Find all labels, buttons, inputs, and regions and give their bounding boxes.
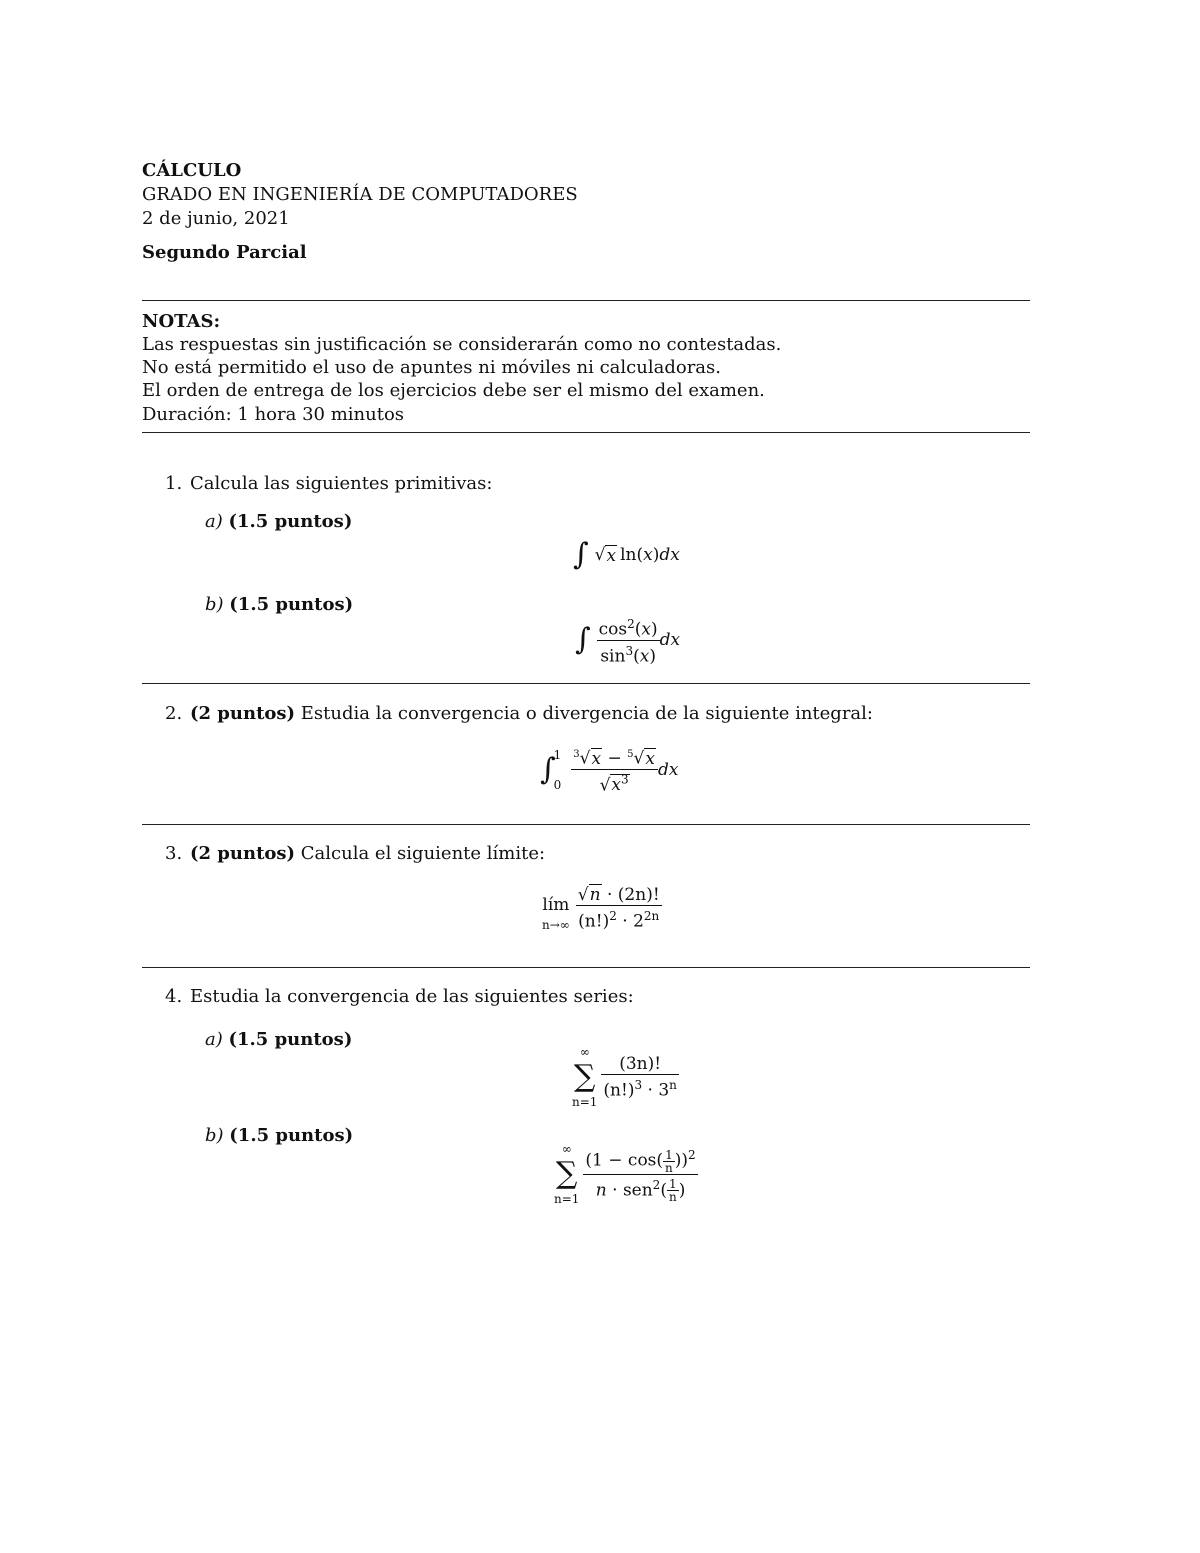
sum-lower: n=1 xyxy=(554,1192,580,1206)
exponent: 2 xyxy=(627,616,635,631)
paren: ( xyxy=(634,619,642,640)
question-text: Estudia la convergencia o divergencia de la siguiente integral: xyxy=(300,703,873,724)
paren: ( xyxy=(633,646,640,667)
denominator: n xyxy=(665,1160,673,1175)
sum-upper: ∞ xyxy=(561,1142,572,1156)
numerator: 1 xyxy=(667,1178,679,1191)
exponent: 2 xyxy=(652,1177,661,1192)
root-index: 5 xyxy=(627,748,634,760)
base: 3 xyxy=(658,1080,670,1101)
lim-subscript: n→∞ xyxy=(542,918,570,932)
variable: x xyxy=(639,646,650,667)
sen-function: sen xyxy=(622,1180,653,1201)
paren: ) xyxy=(652,545,660,565)
subquestion-label xyxy=(205,1029,352,1051)
series-4b xyxy=(554,1142,698,1206)
subquestion-label xyxy=(205,511,352,533)
exponent: n xyxy=(669,1077,677,1092)
root-index: 3 xyxy=(573,748,580,760)
exponent: 2n xyxy=(643,908,660,923)
points-label: (2 puntos) xyxy=(190,703,296,724)
limit-expression xyxy=(542,880,662,936)
fraction xyxy=(571,745,658,795)
lower-limit: 0 xyxy=(553,778,562,792)
exponent: 2 xyxy=(688,1147,696,1162)
minus: − xyxy=(607,748,622,769)
sqrt-sign: √ xyxy=(577,884,589,905)
sqrt-sign: √ xyxy=(594,545,606,565)
paren: ( xyxy=(660,1180,667,1201)
sqrt-sign: √ xyxy=(579,748,591,769)
series-4a xyxy=(572,1046,679,1108)
question-text: Calcula las siguientes primitivas: xyxy=(190,473,493,494)
question-number: 4. xyxy=(165,986,183,1007)
sqrt-sign: √ xyxy=(633,748,645,769)
exponent: 3 xyxy=(625,643,634,658)
divider xyxy=(142,683,1030,684)
dot: · xyxy=(622,911,628,932)
sum-lower: n=1 xyxy=(572,1095,598,1109)
integral-sign: ∫ xyxy=(540,752,556,787)
fraction xyxy=(576,885,662,932)
note-line: Duración: 1 hora 30 minutos xyxy=(142,404,405,425)
points-label: (1.5 puntos) xyxy=(228,511,353,532)
subquestion-letter: b) xyxy=(205,594,224,615)
paren: )) xyxy=(674,1150,689,1171)
integral-2 xyxy=(540,742,678,798)
dot: · xyxy=(606,884,613,905)
fraction xyxy=(601,1054,678,1101)
denominator: n xyxy=(668,1190,677,1205)
sum-sign: ∑ xyxy=(574,1059,596,1094)
cos-function: cos xyxy=(598,619,628,640)
question-text: Estudia la convergencia de las siguientes series: xyxy=(190,986,634,1007)
points-label: (1.5 puntos) xyxy=(229,594,354,615)
sum-upper: ∞ xyxy=(579,1045,590,1059)
dot: · xyxy=(647,1080,653,1101)
exponent: 3 xyxy=(634,1077,643,1092)
note-line: El orden de entrega de los ejercicios debe ser el mismo del examen. xyxy=(142,380,765,401)
subquestion-letter: b) xyxy=(205,1125,224,1146)
question-number: 2. xyxy=(165,703,183,724)
question-number: 1. xyxy=(165,473,183,494)
differential: dx xyxy=(659,630,681,650)
factorial: (n!) xyxy=(603,1080,635,1101)
divider xyxy=(142,967,1030,968)
exponent: 2 xyxy=(609,908,617,923)
sum-sign: ∑ xyxy=(556,1156,578,1191)
points-label: (1.5 puntos) xyxy=(228,1029,353,1050)
integral-sign: ∫ xyxy=(575,622,591,657)
differential: dx xyxy=(657,760,679,780)
exam-date: 2 de junio, 2021 xyxy=(142,208,290,229)
sin-function: sin xyxy=(600,646,626,667)
base: 2 xyxy=(633,911,644,932)
small-fraction xyxy=(663,1149,675,1174)
question-text: Calcula el siguiente límite: xyxy=(300,843,546,864)
radicand: x xyxy=(591,748,602,769)
points-label: (2 puntos) xyxy=(190,843,296,864)
notes-title: NOTAS: xyxy=(142,311,221,332)
divider xyxy=(142,300,1030,301)
sqrt-sign: √ xyxy=(599,775,611,796)
variable: x xyxy=(641,619,651,640)
exam-title: Segundo Parcial xyxy=(142,242,307,263)
question-number: 3. xyxy=(165,843,183,864)
numerator: 1 xyxy=(663,1149,675,1162)
subquestion-letter: a) xyxy=(205,511,223,532)
radicand: n xyxy=(589,884,601,905)
radicand: x xyxy=(606,545,617,566)
variable: x xyxy=(643,545,653,565)
upper-limit: 1 xyxy=(553,748,562,762)
small-fraction xyxy=(667,1178,679,1203)
paren: ) xyxy=(678,1180,686,1201)
fraction xyxy=(583,1145,697,1203)
integral-sign: ∫ xyxy=(573,537,589,572)
subquestion-label xyxy=(205,1125,353,1147)
dot: · xyxy=(612,1180,618,1201)
subquestion-label xyxy=(205,594,353,616)
cos-term: (1 − cos( xyxy=(585,1150,664,1171)
ln-function: ln xyxy=(620,545,637,565)
integral-1a xyxy=(573,530,680,580)
note-line: Las respuestas sin justificación se considerarán como no contestadas. xyxy=(142,334,782,355)
differential: dx xyxy=(659,545,680,565)
exponent: 3 xyxy=(621,772,629,787)
degree-name: GRADO EN INGENIERÍA DE COMPUTADORES xyxy=(142,184,578,205)
paren: ( xyxy=(636,545,644,565)
course-title: CÁLCULO xyxy=(142,160,242,181)
paren: ) xyxy=(649,646,656,667)
subquestion-letter: a) xyxy=(205,1029,223,1050)
divider xyxy=(142,432,1030,433)
factorial: (n!) xyxy=(578,911,610,932)
note-line: No está permitido el uso de apuntes ni móviles ni calculadoras. xyxy=(142,357,721,378)
variable: x xyxy=(611,775,622,796)
fraction xyxy=(597,614,660,666)
points-label: (1.5 puntos) xyxy=(229,1125,354,1146)
lim-operator: lím xyxy=(542,895,570,915)
radicand: x xyxy=(645,748,655,769)
divider xyxy=(142,824,1030,825)
integral-1b xyxy=(575,612,680,668)
factorial: (3n)! xyxy=(619,1053,662,1074)
factorial: (2n)! xyxy=(617,884,660,905)
variable: n xyxy=(595,1180,607,1201)
paren: ) xyxy=(651,619,658,640)
